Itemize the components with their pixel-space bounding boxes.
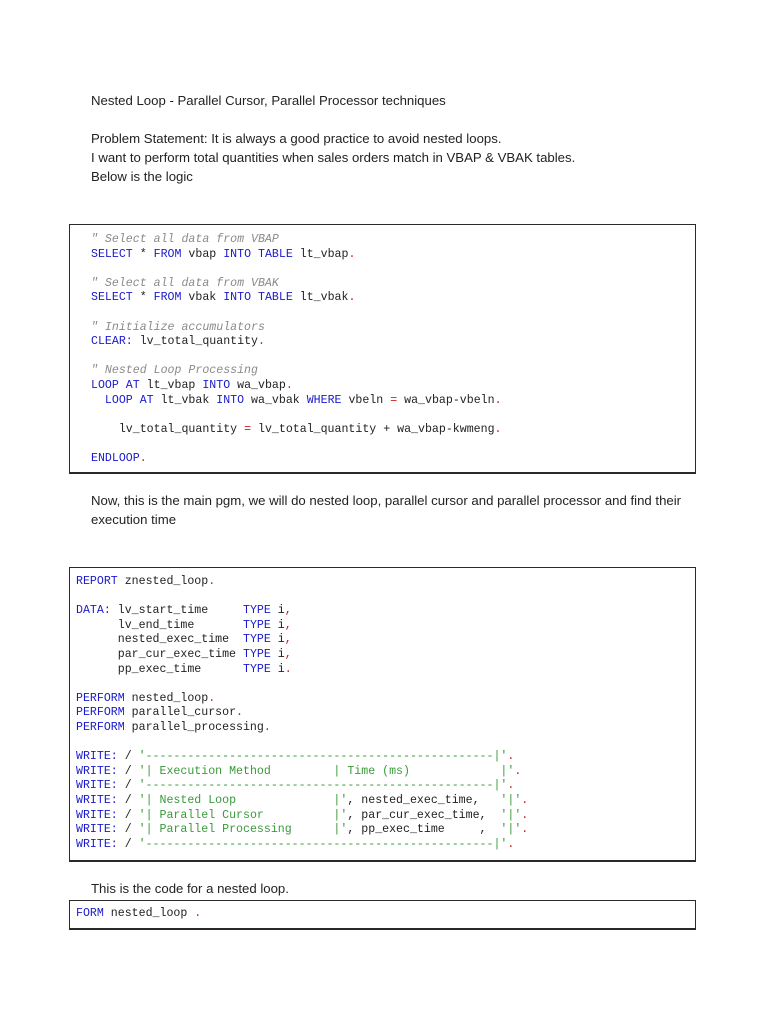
code-token: TYPE — [243, 604, 271, 618]
code-token: , — [284, 604, 292, 618]
code-line — [76, 736, 695, 751]
code-block-nested-loop — [69, 900, 696, 930]
code-token: pp_exec_time — [76, 662, 243, 676]
code-token: , — [284, 647, 292, 661]
code-token: INTO TABLE — [223, 247, 293, 261]
code-token: i — [270, 618, 285, 632]
code-token: , — [284, 633, 292, 647]
code-token: CLEAR: — [91, 335, 133, 349]
code-token: . — [494, 393, 502, 407]
code-token: , — [284, 618, 292, 632]
code-token: ENDLOOP — [91, 451, 140, 465]
code-token: '|' — [500, 823, 522, 837]
code-line — [91, 394, 695, 409]
code-token: WHERE — [306, 393, 342, 407]
code-token: * — [132, 247, 154, 261]
code-token: " Select all data from VBAK — [91, 276, 279, 290]
code-token: . — [521, 823, 529, 837]
code-line — [91, 335, 695, 350]
code-line — [76, 575, 695, 590]
code-line — [91, 306, 695, 321]
code-token: , pp_exec_time , — [347, 823, 501, 837]
code-token: i — [270, 633, 285, 647]
code-token: FORM — [76, 907, 104, 920]
code-block-logic — [69, 224, 696, 474]
code-line — [76, 590, 695, 605]
code-token: lt_vbap — [292, 247, 349, 261]
problem-line-2: I want to perform total quantities when sales orders match in VBAP & VBAK tables. — [91, 150, 576, 165]
code-token: / — [117, 823, 139, 837]
code-token: INTO — [202, 378, 231, 392]
code-listing — [91, 233, 695, 467]
code-token: WRITE: — [76, 808, 118, 822]
code-token: '| Nested Loop |' — [138, 793, 348, 807]
code-token: nested_loop — [103, 907, 195, 920]
code-token: / — [117, 779, 139, 793]
code-token: , nested_exec_time, — [347, 793, 501, 807]
code-token: . — [348, 291, 356, 305]
code-line — [91, 379, 695, 394]
code-token: . — [521, 808, 529, 822]
code-token: SELECT — [91, 291, 133, 305]
code-line — [91, 321, 695, 336]
code-line — [76, 633, 695, 648]
problem-line-3: Below is the logic — [91, 169, 193, 184]
code-token: i — [270, 662, 285, 676]
code-token: wa_vbak — [244, 393, 307, 407]
code-line — [91, 350, 695, 365]
code-token: " Initialize accumulators — [91, 320, 265, 334]
code-token: wa_vbap — [230, 378, 286, 392]
code-line — [76, 750, 695, 765]
code-token: FROM — [153, 247, 182, 261]
code-token: FROM — [153, 291, 182, 305]
code-token: / — [117, 764, 139, 778]
code-token: par_cur_exec_time — [76, 647, 243, 661]
code-token: INTO — [216, 393, 245, 407]
code-line — [76, 809, 695, 824]
code-token: . — [236, 706, 243, 720]
code-token: . — [507, 750, 515, 764]
code-token: WRITE: — [76, 823, 118, 837]
code-token: i — [270, 604, 285, 618]
code-token: lt_vbap — [139, 378, 203, 392]
code-token: '|' — [500, 808, 522, 822]
code-token: WRITE: — [76, 764, 118, 778]
code-token: . — [507, 837, 515, 851]
code-line — [76, 765, 695, 780]
code-token: . — [263, 720, 271, 734]
code-token: . — [284, 662, 292, 676]
code-token: vbak — [181, 291, 224, 305]
code-token: LOOP AT — [104, 393, 154, 407]
code-line — [76, 907, 695, 922]
code-token: . — [285, 378, 293, 392]
code-token: . — [507, 779, 515, 793]
code-line — [76, 706, 695, 721]
code-token: . — [208, 691, 216, 705]
code-token: , par_cur_exec_time, — [347, 808, 501, 822]
code-token: vbeln — [341, 393, 391, 407]
code-token: / — [117, 793, 139, 807]
code-token: TYPE — [242, 647, 271, 661]
code-token: '| Execution Method | Time (ms) |' — [138, 764, 515, 778]
code-token: SELECT — [91, 247, 133, 261]
code-token: * — [132, 291, 154, 305]
code-line — [91, 452, 695, 467]
code-token: PERFORM — [76, 691, 125, 705]
code-line — [91, 437, 695, 452]
code-line — [91, 408, 695, 423]
code-line — [76, 823, 695, 838]
code-block-main-program — [69, 567, 696, 862]
code-line — [76, 838, 695, 853]
document-title: Nested Loop - Parallel Cursor, Parallel Processor techniques — [91, 93, 446, 108]
code-line — [76, 619, 695, 634]
problem-line-1: Problem Statement: It is always a good practice to avoid nested loops. — [91, 131, 502, 146]
code-line — [76, 677, 695, 692]
code-line — [91, 277, 695, 292]
code-line — [76, 721, 695, 736]
code-token: '--------------------------------------------------|' — [138, 779, 508, 793]
code-token: WRITE: — [76, 837, 118, 851]
code-token: lv_total_quantity — [91, 422, 245, 436]
code-token: lt_vbak — [292, 291, 349, 305]
code-token: WRITE: — [76, 779, 118, 793]
code-token: lv_end_time — [76, 618, 243, 632]
code-line — [76, 648, 695, 663]
code-token: lt_vbak — [153, 393, 217, 407]
code-token: vbap — [181, 247, 224, 261]
code-token: . — [257, 335, 265, 349]
code-line — [91, 233, 695, 248]
code-token: . — [494, 422, 502, 436]
code-token: '--------------------------------------------------|' — [138, 837, 508, 851]
code-token: . — [514, 764, 522, 778]
code-line — [76, 604, 695, 619]
code-token: . — [194, 907, 202, 920]
code-token: " Select all data from VBAP — [91, 233, 279, 246]
code-token: i — [270, 647, 285, 661]
code-token: PERFORM — [76, 720, 125, 734]
code-token: WRITE: — [76, 793, 118, 807]
code-line — [76, 692, 695, 707]
code-line — [91, 423, 695, 438]
code-token: . — [139, 451, 147, 465]
code-token: / — [117, 750, 139, 764]
code-line — [76, 794, 695, 809]
code-token: znested_loop — [117, 575, 209, 588]
code-token: '--------------------------------------------------|' — [138, 750, 508, 764]
code-token: . — [348, 247, 356, 261]
code-token: '| Parallel Cursor |' — [138, 808, 348, 822]
code-token: TYPE — [242, 662, 271, 676]
code-token: nested_loop — [124, 691, 209, 705]
code-token: lv_start_time — [110, 604, 243, 618]
nested-loop-caption: This is the code for a nested loop. — [91, 881, 289, 896]
code-token: " Nested Loop Processing — [91, 364, 258, 378]
code-listing — [76, 907, 695, 922]
code-line — [91, 291, 695, 306]
code-token: wa_vbap-vbeln — [397, 393, 495, 407]
code-line — [91, 364, 695, 379]
code-token: = — [390, 393, 398, 407]
code-listing — [76, 575, 695, 852]
code-token — [91, 394, 105, 407]
code-line — [76, 663, 695, 678]
code-token: / — [117, 808, 139, 822]
code-token: . — [521, 793, 529, 807]
code-line — [76, 779, 695, 794]
code-token: INTO TABLE — [223, 291, 293, 305]
code-token: '|' — [500, 793, 522, 807]
code-token: . — [208, 575, 216, 588]
code-token: '| Parallel Processing |' — [138, 823, 348, 837]
code-token: PERFORM — [76, 706, 125, 720]
main-program-description: Now, this is the main pgm, we will do nested loop, parallel cursor and parallel processor and find their execution time — [91, 493, 682, 527]
code-token: nested_exec_time — [76, 633, 243, 647]
code-token: LOOP AT — [91, 378, 140, 392]
code-token: lv_total_quantity + wa_vbap-kwmeng — [251, 422, 495, 436]
code-line — [91, 248, 695, 263]
code-token: TYPE — [242, 633, 271, 647]
code-token: REPORT — [76, 575, 118, 588]
code-token: parallel_cursor — [124, 706, 237, 720]
code-token: / — [117, 837, 139, 851]
code-token: WRITE: — [76, 750, 118, 764]
code-token: DATA: — [76, 604, 111, 618]
code-token: TYPE — [242, 618, 271, 632]
code-token: parallel_processing — [124, 720, 264, 734]
code-token: = — [244, 422, 252, 436]
code-token: lv_total_quantity — [132, 335, 258, 349]
code-line — [91, 262, 695, 277]
